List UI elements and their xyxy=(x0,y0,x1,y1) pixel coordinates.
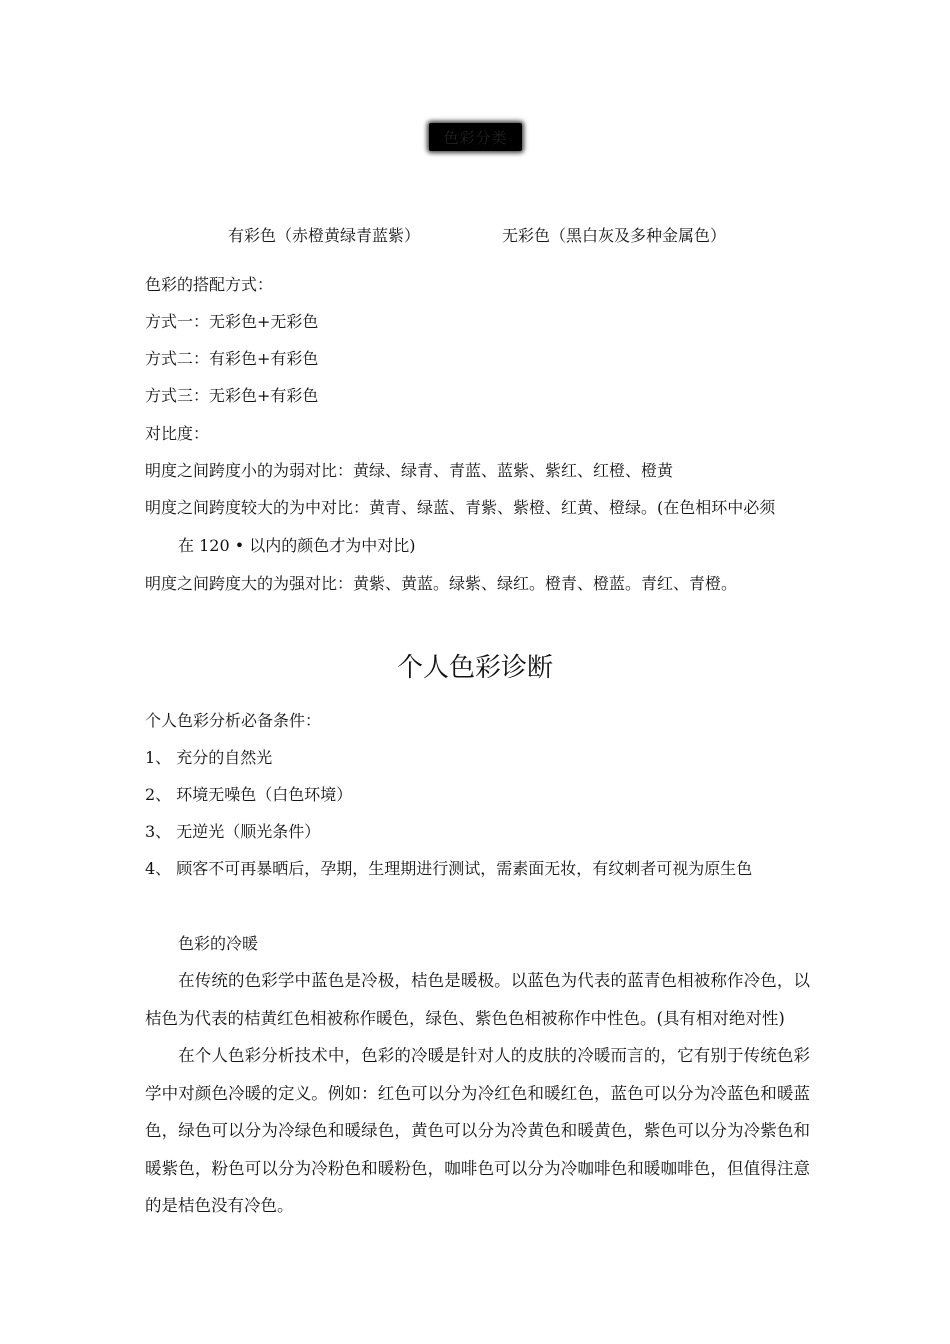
warm-cool-heading: 色彩的冷暖 xyxy=(178,934,259,953)
matching-item: 方式一：无彩色+无彩色 xyxy=(145,312,319,331)
condition-item: 4、 顾客不可再暴晒后，孕期，生理期进行测试，需素面无妆，有纹刺者可视为原生色 xyxy=(145,859,753,878)
contrast-strong: 明度之间跨度大的为强对比：黄紫、黄蓝。绿紫、绿红。橙青、橙蓝。青红、青橙。 xyxy=(145,574,738,593)
contrast-heading: 对比度： xyxy=(145,424,210,443)
contrast-medium: 明度之间跨度较大的为中对比：黄青、绿蓝、青紫、紫橙、红黄、橙绿。(在色相环中必须 xyxy=(145,498,776,517)
chromatic-category: 有彩色（赤橙黄绿青蓝紫） xyxy=(228,226,421,245)
condition-item: 1、 充分的自然光 xyxy=(145,748,273,767)
matching-item: 方式二：有彩色+有彩色 xyxy=(145,349,319,368)
contrast-medium-continued: 在 120 • 以内的颜色才为中对比) xyxy=(178,536,416,555)
category-title: 色彩分类 xyxy=(443,128,508,147)
contrast-weak: 明度之间跨度小的为弱对比：黄绿、绿青、青蓝、蓝紫、紫红、红橙、橙黄 xyxy=(145,461,674,480)
diagnosis-title: 个人色彩诊断 xyxy=(396,653,553,683)
warm-cool-paragraph-2-text: 在个人色彩分析技术中，色彩的冷暖是针对人的皮肤的冷暖而言的，它有别于传统色彩学中对颜色冷暖的定义。例如：红色可以分为冷红色和暖红色，蓝色可以分为冷蓝色和暖蓝色，绿色可以分为冷绿色和暖绿色，黄色可以分为冷黄色和暖黄色，紫色可以分为冷紫色和暖紫色，粉色可以分为冷粉色和暖粉色，咖啡色可以分为冷咖啡色和暖咖啡色，但值得注意的是桔色没有冷色。 xyxy=(145,1046,810,1215)
category-title-box xyxy=(429,123,522,151)
warm-cool-paragraph-1 xyxy=(145,962,810,1037)
warm-cool-paragraph-1-text: 在传统的色彩学中蓝色是冷极，桔色是暖极。以蓝色为代表的蓝青色相被称作冷色，以桔色为代表的桔黄红色相被称作暖色，绿色、紫色色相被称作中性色。(具有相对绝对性) xyxy=(145,971,810,1028)
condition-item: 3、 无逆光（顺光条件） xyxy=(145,822,321,841)
matching-item: 方式三：无彩色+有彩色 xyxy=(145,386,319,405)
conditions-heading: 个人色彩分析必备条件： xyxy=(145,711,322,730)
condition-item: 2、 环境无噪色（白色环境） xyxy=(145,785,353,804)
achromatic-category: 无彩色（黑白灰及多种金属色） xyxy=(502,226,727,245)
warm-cool-paragraph-2 xyxy=(145,1037,810,1225)
matching-heading: 色彩的搭配方式： xyxy=(145,275,274,294)
